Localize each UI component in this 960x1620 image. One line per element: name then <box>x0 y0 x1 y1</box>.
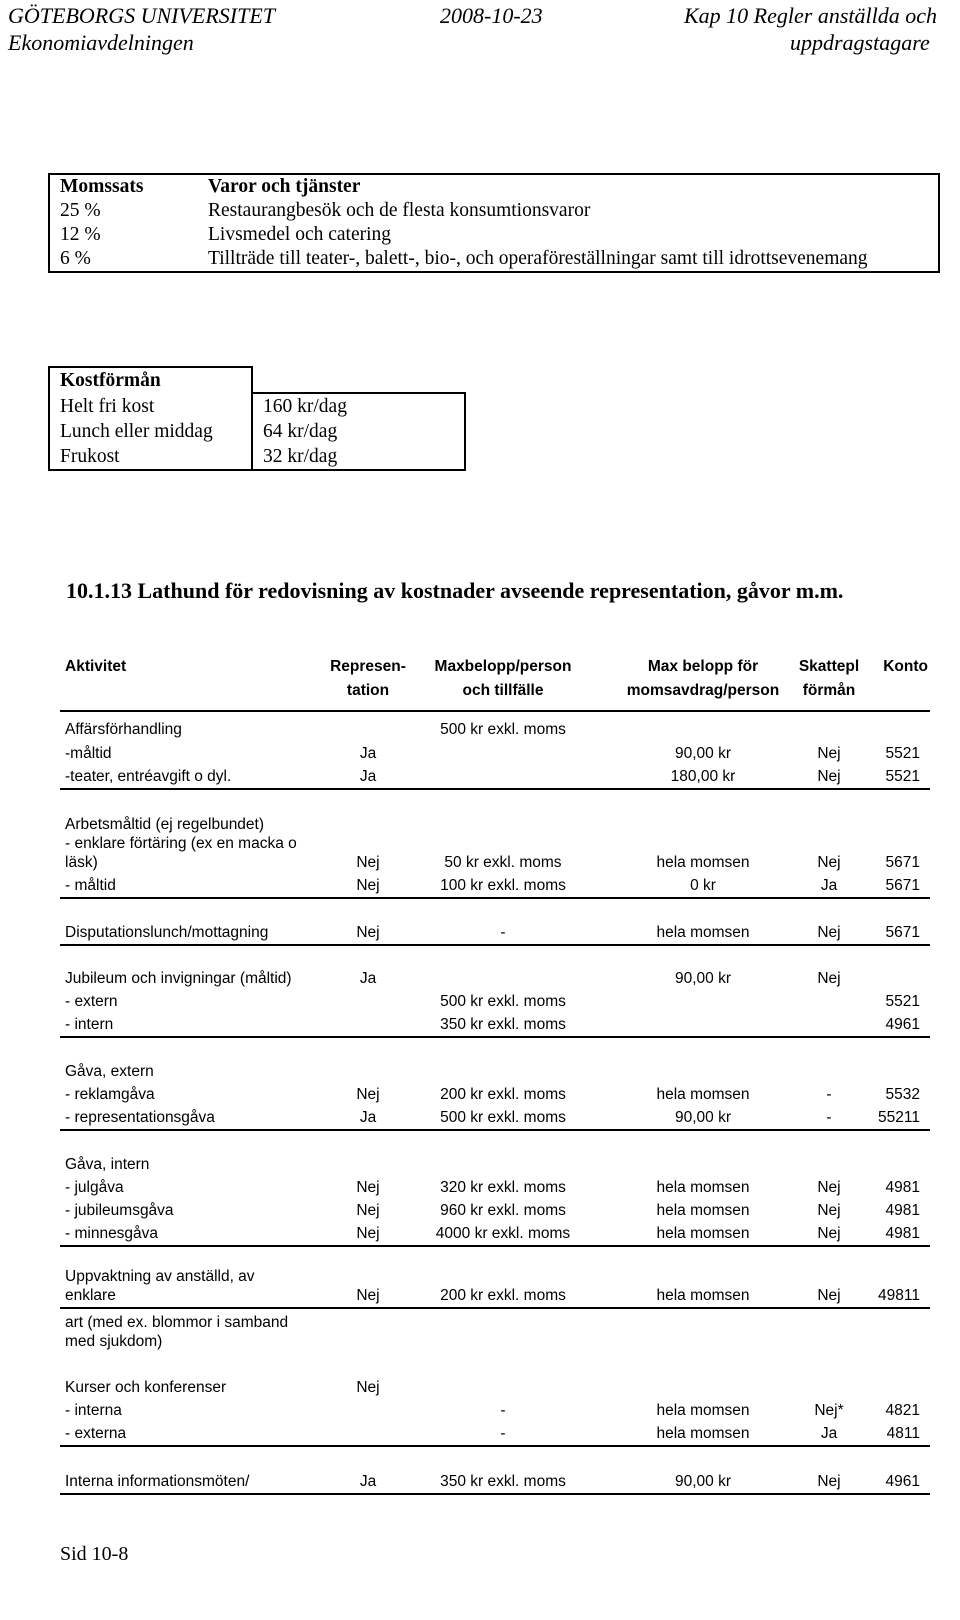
cell-activity: Arbetsmåltid (ej regelbundet) <box>65 816 265 833</box>
col-rep-line1: Represen- <box>330 658 406 675</box>
table-row <box>60 1083 930 1106</box>
table-row <box>60 990 930 1013</box>
cell-activity: - extern <box>65 993 118 1010</box>
cell-activity: enklare <box>65 1287 116 1304</box>
benefit-value: 32 kr/dag <box>252 444 465 470</box>
cell-representation: Ja <box>359 745 377 762</box>
cell-taxable-benefit: Nej* <box>814 1402 844 1419</box>
col-max-line1: Maxbelopp/person <box>434 658 572 675</box>
cell-max-amount: - <box>500 1402 506 1419</box>
cell-max-amount: 500 kr exkl. moms <box>440 993 566 1010</box>
vat-rate: 25 % <box>49 199 198 223</box>
representation-table <box>60 658 930 1490</box>
col-tax-line2: förmån <box>802 682 856 699</box>
cell-taxable-benefit: Nej <box>817 1473 841 1490</box>
cell-activity: läsk) <box>65 854 98 871</box>
cell-vat-deduction: hela momsen <box>656 1225 750 1242</box>
cell-account: 4811 <box>886 1425 920 1442</box>
table-row <box>49 223 939 247</box>
cell-activity: Gåva, intern <box>65 1156 150 1173</box>
col-vat-line2: momsavdrag/person <box>626 682 780 699</box>
cell-activity: -teater, entréavgift o dyl. <box>65 768 232 785</box>
cell-account: 4981 <box>885 1225 920 1242</box>
cell-max-amount: 320 kr exkl. moms <box>440 1179 566 1196</box>
cell-account: 5532 <box>885 1086 920 1103</box>
table-row <box>60 1106 930 1131</box>
cell-taxable-benefit: Ja <box>820 877 838 894</box>
table-row <box>60 1284 930 1309</box>
table-row <box>60 718 930 741</box>
cell-activity: art (med ex. blommor i samband <box>65 1314 289 1331</box>
table-row <box>60 1422 930 1447</box>
cell-representation: Nej <box>356 1086 380 1103</box>
table-row <box>60 1199 930 1222</box>
vat-rate: 6 % <box>49 247 198 272</box>
col-vat-line1: Max belopp för <box>647 658 759 675</box>
cell-vat-deduction: 0 kr <box>690 877 716 894</box>
table-row <box>60 1060 930 1083</box>
cell-taxable-benefit: Nej <box>817 1202 841 1219</box>
cell-account: 5521 <box>885 993 920 1010</box>
cell-vat-deduction: hela momsen <box>656 1287 750 1304</box>
cell-representation: Nej <box>356 1287 380 1304</box>
col-rep-line2: tation <box>346 682 390 699</box>
cell-account: 5671 <box>885 854 920 871</box>
col-tax-line1: Skattepl <box>798 658 860 675</box>
cell-max-amount: 500 kr exkl. moms <box>440 1109 566 1126</box>
table-row <box>60 874 930 899</box>
cell-taxable-benefit: Ja <box>820 1425 838 1442</box>
cell-account: 5521 <box>885 768 920 785</box>
cell-activity: - representationsgåva <box>65 1109 215 1126</box>
cell-account: 5671 <box>885 877 920 894</box>
table-row <box>60 1176 930 1199</box>
cell-activity: - externa <box>65 1425 127 1442</box>
cell-max-amount: 500 kr exkl. moms <box>440 721 566 738</box>
cell-vat-deduction: 90,00 kr <box>674 970 731 987</box>
cell-vat-deduction: hela momsen <box>656 924 750 941</box>
table-row <box>60 921 930 946</box>
table-row <box>60 1330 930 1353</box>
benefit-type: Helt fri kost <box>49 393 252 419</box>
cell-representation: Ja <box>359 1109 377 1126</box>
vat-rate: 12 % <box>49 223 198 247</box>
chapter-title-line1: Kap 10 Regler anställda och <box>684 3 937 28</box>
table-row <box>60 1222 930 1247</box>
benefit-value: 64 kr/dag <box>252 419 465 444</box>
benefit-type: Lunch eller middag <box>49 419 252 444</box>
cell-max-amount: 200 kr exkl. moms <box>440 1086 566 1103</box>
table-row <box>60 851 930 874</box>
rep-table-header <box>60 658 930 712</box>
col-max-line2: och tillfälle <box>462 682 544 699</box>
table-row <box>60 1399 930 1422</box>
cell-max-amount: 350 kr exkl. moms <box>440 1016 566 1033</box>
vat-rate-table <box>48 173 940 273</box>
cell-vat-deduction: hela momsen <box>656 1179 750 1196</box>
cell-max-amount: 4000 kr exkl. moms <box>435 1225 571 1242</box>
cell-vat-deduction: 90,00 kr <box>674 1109 731 1126</box>
table-row <box>60 1153 930 1176</box>
cell-vat-deduction: hela momsen <box>656 1202 750 1219</box>
cell-max-amount: - <box>500 924 506 941</box>
cell-taxable-benefit: Nej <box>817 768 841 785</box>
cell-activity: Kurser och konferenser <box>65 1379 227 1396</box>
cell-account: 4961 <box>885 1473 920 1490</box>
cell-taxable-benefit: Nej <box>817 745 841 762</box>
table-row <box>60 1470 930 1495</box>
table-row <box>60 742 930 765</box>
org-name: GÖTEBORGS UNIVERSITET <box>8 3 276 28</box>
cell-account: 4981 <box>885 1179 920 1196</box>
cell-taxable-benefit: Nej <box>817 970 841 987</box>
cell-activity: med sjukdom) <box>65 1333 163 1350</box>
col-activity: Aktivitet <box>65 658 127 675</box>
table-row <box>49 247 939 272</box>
cell-account: 55211 <box>878 1109 920 1126</box>
cell-representation: Ja <box>359 1473 377 1490</box>
chapter-title-line2: uppdragstagare <box>790 30 930 55</box>
col-account: Konto <box>883 658 928 675</box>
cell-activity: - interna <box>65 1402 122 1419</box>
cell-representation: Ja <box>359 768 377 785</box>
cell-taxable-benefit: - <box>826 1109 832 1126</box>
cell-activity: - måltid <box>65 877 116 894</box>
cell-taxable-benefit: Nej <box>817 1225 841 1242</box>
cell-representation: Nej <box>356 877 380 894</box>
cell-activity: Gåva, extern <box>65 1063 154 1080</box>
cell-representation: Nej <box>356 924 380 941</box>
vat-goods: Livsmedel och catering <box>198 223 939 247</box>
cell-activity: Disputationslunch/mottagning <box>65 924 269 941</box>
table-row <box>60 765 930 790</box>
meal-benefit-table <box>48 366 466 471</box>
cell-max-amount: 200 kr exkl. moms <box>440 1287 566 1304</box>
section-title: 10.1.13 Lathund för redovisning av kostnader avseende representation, gåvor m.m. <box>66 578 844 603</box>
table-row <box>60 967 930 990</box>
cell-taxable-benefit: Nej <box>817 1287 841 1304</box>
vat-header-goods: Varor och tjänster <box>198 174 939 199</box>
cell-vat-deduction: hela momsen <box>656 854 750 871</box>
cell-vat-deduction: hela momsen <box>656 1086 750 1103</box>
cell-vat-deduction: 90,00 kr <box>674 745 731 762</box>
cell-vat-deduction: 90,00 kr <box>674 1473 731 1490</box>
vat-goods: Restaurangbesök och de flesta konsumtionsvaror <box>198 199 939 223</box>
cell-representation: Nej <box>356 1379 380 1396</box>
cell-account: 49811 <box>878 1287 920 1304</box>
cell-representation: Nej <box>356 1179 380 1196</box>
cell-activity: Affärsförhandling <box>65 721 182 738</box>
cell-taxable-benefit: Nej <box>817 924 841 941</box>
cell-taxable-benefit: Nej <box>817 854 841 871</box>
vat-header-rate: Momssats <box>49 174 198 199</box>
page-number: Sid 10-8 <box>60 1543 129 1565</box>
cell-taxable-benefit: Nej <box>817 1179 841 1196</box>
vat-goods: Tillträde till teater-, balett-, bio-, och operaföreställningar samt till idrottsevenemang <box>198 247 939 272</box>
cell-activity: Jubileum och invigningar (måltid) <box>65 970 292 987</box>
cell-vat-deduction: hela momsen <box>656 1402 750 1419</box>
cell-representation: Nej <box>356 1202 380 1219</box>
cell-max-amount: 100 kr exkl. moms <box>440 877 566 894</box>
cell-vat-deduction: 180,00 kr <box>670 768 736 785</box>
table-row <box>49 199 939 223</box>
cell-max-amount: 50 kr exkl. moms <box>444 854 562 871</box>
cell-representation: Nej <box>356 854 380 871</box>
cell-activity: Uppvaktning av anställd, av <box>65 1268 255 1285</box>
department-name: Ekonomiavdelningen <box>8 30 194 55</box>
cell-representation: Nej <box>356 1225 380 1242</box>
table-row <box>49 419 465 444</box>
cell-activity: - jubileumsgåva <box>65 1202 174 1219</box>
benefit-header: Kostförmån <box>49 367 252 393</box>
cell-max-amount: 350 kr exkl. moms <box>440 1473 566 1490</box>
cell-representation: Ja <box>359 970 377 987</box>
document-date: 2008-10-23 <box>440 3 543 28</box>
benefit-value: 160 kr/dag <box>252 393 465 419</box>
table-row <box>49 444 465 470</box>
table-row <box>60 1376 930 1399</box>
cell-account: 4981 <box>885 1202 920 1219</box>
cell-max-amount: - <box>500 1425 506 1442</box>
benefit-type: Frukost <box>49 444 252 470</box>
vat-table-header <box>49 174 939 199</box>
cell-taxable-benefit: - <box>826 1086 832 1103</box>
cell-activity: Interna informationsmöten/ <box>65 1473 250 1490</box>
cell-account: 4821 <box>885 1402 920 1419</box>
cell-vat-deduction: hela momsen <box>656 1425 750 1442</box>
cell-max-amount: 960 kr exkl. moms <box>440 1202 566 1219</box>
cell-account: 5521 <box>885 745 920 762</box>
cell-activity: - minnesgåva <box>65 1225 159 1242</box>
cell-activity: -måltid <box>65 745 112 762</box>
empty-cell <box>252 367 465 393</box>
cell-activity: - enklare förtäring (ex en macka o <box>65 835 297 852</box>
cell-activity: - reklamgåva <box>65 1086 155 1103</box>
cell-account: 5671 <box>885 924 920 941</box>
table-row <box>49 393 465 419</box>
table-row <box>60 1013 930 1038</box>
cell-activity: - julgåva <box>65 1179 124 1196</box>
cell-account: 4961 <box>885 1016 920 1033</box>
cell-activity: - intern <box>65 1016 114 1033</box>
table-row <box>49 367 465 393</box>
